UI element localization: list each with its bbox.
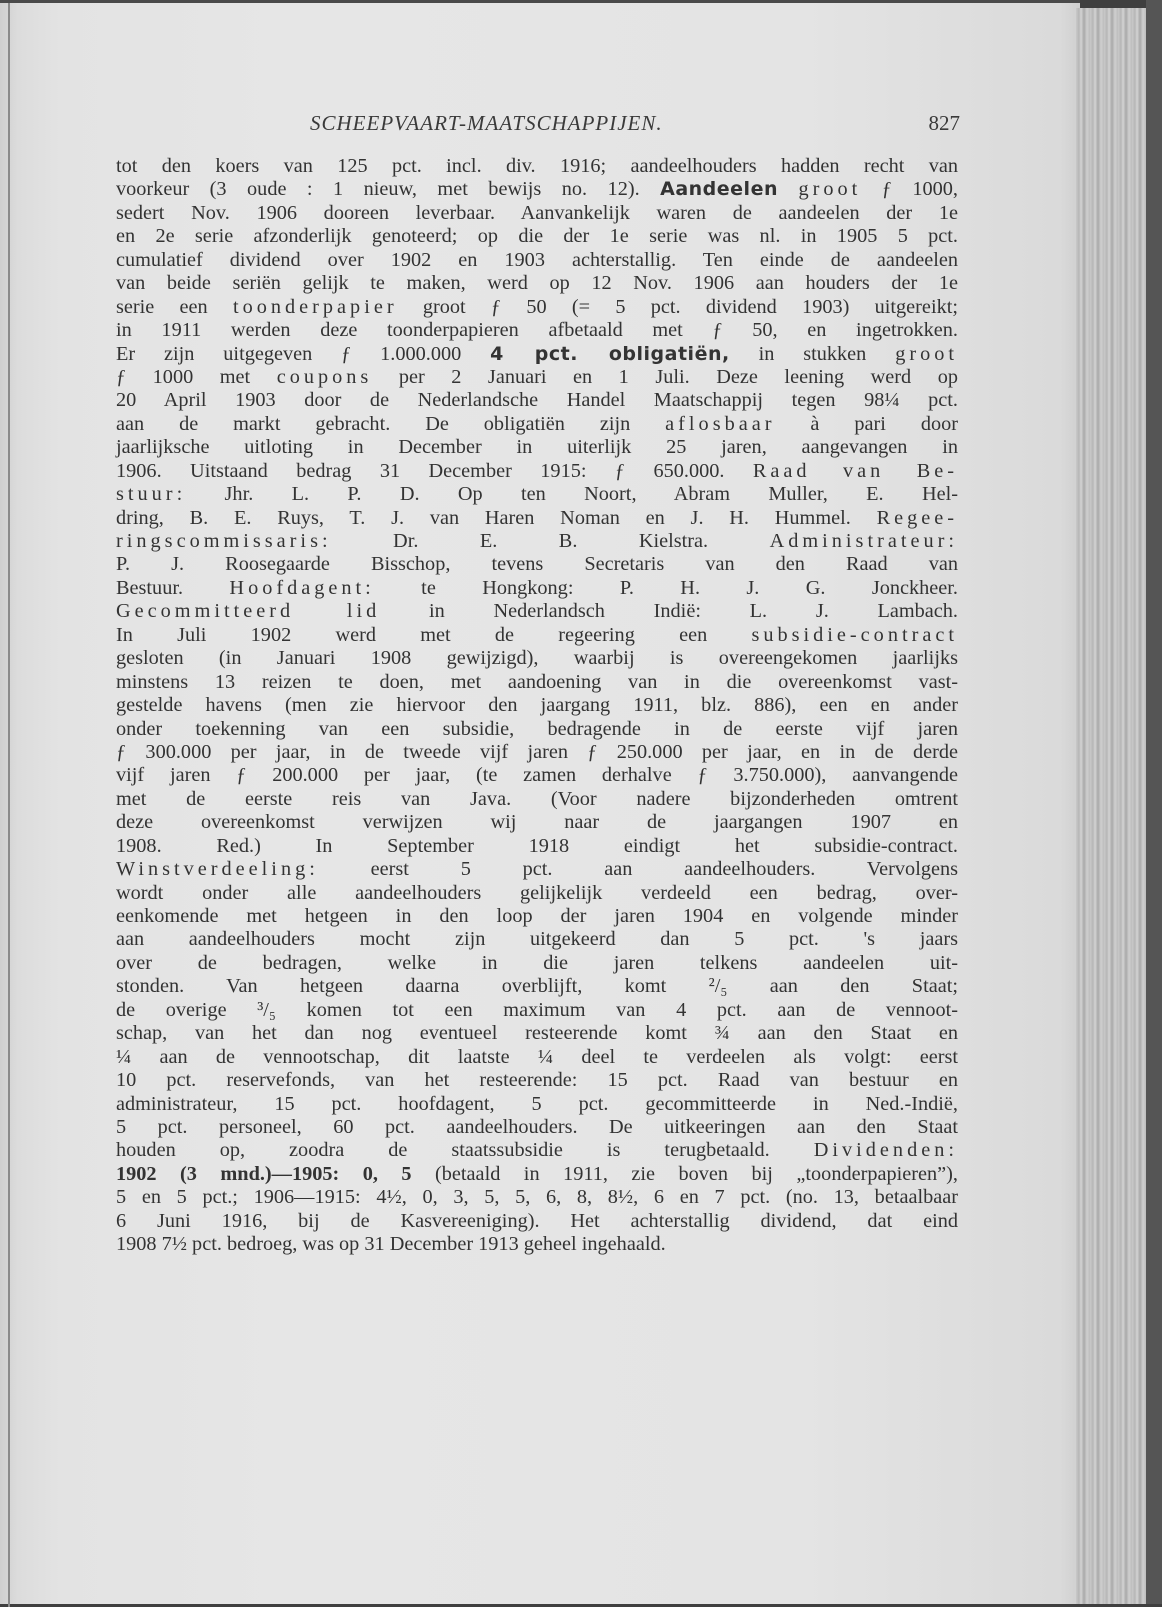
text-emphasis: groot	[895, 342, 958, 365]
text-line	[116, 882, 958, 905]
text-emphasis: Raad van Be-	[752, 459, 959, 482]
text-emphasis: aflosbaar	[665, 412, 776, 435]
text-line	[116, 647, 958, 670]
page-header	[115, 111, 960, 141]
body-text	[116, 155, 958, 1257]
text-line	[116, 975, 958, 998]
text-line	[116, 1163, 958, 1186]
text-line	[116, 788, 958, 811]
text-line	[116, 507, 958, 530]
text-run: 5 en 5 pct.; 1906—1915: 4½, 0, 3, 5, 5, 6, 8, 8½, 6 en 7 pct. (no. 13, betaalbaar	[116, 1186, 958, 1209]
text-run: 6 Juni 1916, bij de Kasvereeniging). Het achterstallig dividend, dat eind	[116, 1209, 958, 1232]
text-line	[116, 741, 958, 764]
text-line	[116, 600, 958, 623]
text-emphasis: groot	[798, 178, 862, 201]
text-run: ƒ 1000,	[861, 178, 958, 201]
text-line	[116, 1116, 958, 1139]
text-emphasis: Dividenden:	[813, 1139, 958, 1162]
text-run: à pari door	[775, 412, 959, 435]
text-line	[116, 272, 958, 295]
text-line	[116, 202, 958, 225]
page-number: 827	[928, 111, 960, 135]
text-run: cumulatief dividend over 1902 en 1903 achterstallig. Ten einde de aandeelen	[116, 248, 958, 271]
text-line	[116, 1046, 958, 1069]
text-line	[116, 343, 958, 366]
text-line	[116, 1069, 958, 1092]
text-run: eerst 5 pct. aan aandeelhouders. Vervolgens	[318, 858, 958, 881]
text-line	[116, 389, 958, 412]
text-line	[116, 1186, 958, 1209]
text-line	[116, 178, 958, 201]
text-run: Er zijn uitgegeven ƒ 1.000.000	[116, 342, 491, 365]
text-emphasis: 1902 (3 mnd.)—1905: 0, 5	[116, 1162, 412, 1185]
text-run: ¼ aan de vennootschap, dit laatste ¼ deel te verdeelen als volgt: eerst	[116, 1045, 958, 1068]
text-emphasis: toonderpapier	[232, 295, 398, 318]
text-run: dring, B. E. Ruys, T. J. van Haren Noman en J. H. Hummel.	[116, 506, 877, 529]
text-run: schap, van het dan nog eventueel resteerende komt ¾ aan den Staat en	[116, 1022, 958, 1045]
text-line	[116, 1233, 958, 1256]
text-run	[778, 178, 798, 200]
text-line	[116, 436, 958, 459]
text-run: per 2 Januari en 1 Juli. Deze leening werd op	[372, 365, 959, 388]
text-line	[116, 296, 958, 319]
text-emphasis: stuur:	[116, 483, 187, 506]
text-emphasis: coupons	[276, 365, 373, 388]
text-run: 20 April 1903 door de Nederlandsche Handel Maatschappij tegen 98¼ pct.	[116, 389, 958, 412]
text-run: voorkeur (3 oude : 1 nieuw, met bewijs no. 12).	[116, 178, 661, 201]
text-line	[116, 366, 958, 389]
text-line	[116, 1139, 958, 1162]
text-line	[116, 858, 958, 881]
text-emphasis: subsidie-contract	[751, 623, 958, 646]
text-run: in stukken	[729, 342, 896, 365]
text-run: 5 pct. personeel, 60 pct. aandeelhouders. De uitkeeringen aan den Staat	[116, 1115, 958, 1138]
text-line	[116, 1093, 958, 1116]
text-line	[116, 835, 958, 858]
text-run: Bestuur.	[116, 576, 230, 599]
text-line	[116, 413, 958, 436]
text-line	[116, 460, 958, 483]
text-emphasis: 4 pct. obligatiën,	[490, 342, 730, 365]
text-run: vijf jaren ƒ 200.000 per jaar, (te zamen derhalve ƒ 3.750.000), aanvangende	[116, 764, 958, 787]
text-line	[116, 764, 958, 787]
text-run: de overige ³/₅ komen tot een maximum van 4 pct. aan de vennoot-	[116, 998, 958, 1021]
text-line	[116, 577, 958, 600]
text-run: 1908. Red.) In September 1918 eindigt het subsidie-contract.	[116, 834, 958, 857]
text-run: van beide seriën gelijk te maken, werd op 12 Nov. 1906 aan houders der 1e	[116, 272, 958, 295]
text-run: jaarlijksche uitloting in December in uiterlijk 25 jaren, aangevangen in	[116, 436, 958, 459]
text-run: Jhr. L. P. D. Op ten Noort, Abram Muller, E. Hel-	[186, 483, 958, 506]
text-run: tot den koers van 125 pct. incl. div. 1916; aandeelhouders hadden recht van	[116, 155, 958, 177]
page-gutter-line	[8, 3, 10, 1607]
text-run: deze overeenkomst verwijzen wij naar de jaargangen 1907 en	[116, 811, 958, 834]
text-line	[116, 483, 958, 506]
text-line	[116, 811, 958, 834]
text-run: aan aandeelhouders mocht zijn uitgekeerd dan 5 pct. 's jaars	[116, 928, 958, 951]
text-run: 1906. Uitstaand bedrag 31 December 1915: ƒ 650.000.	[116, 459, 753, 482]
text-line	[116, 530, 958, 553]
text-run: over de bedragen, welke in die jaren telkens aandeelen uit-	[116, 951, 958, 974]
text-run: ƒ 1000 met	[116, 365, 277, 388]
text-run: gesloten (in Januari 1908 gewijzigd), waarbij is overeengekomen jaarlijks	[116, 647, 958, 670]
text-run: stonden. Van hetgeen daarna overblijft, komt ²/₅ aan den Staat;	[116, 975, 958, 998]
text-line	[116, 999, 958, 1022]
text-line	[116, 249, 958, 272]
text-line	[116, 624, 958, 647]
text-run: met de eerste reis van Java. (Voor nadere bijzonderheden omtrent	[116, 787, 958, 810]
text-line	[116, 1210, 958, 1233]
text-line	[116, 928, 958, 951]
text-run: gestelde havens (men zie hiervoor den jaargang 1911, blz. 886), een en ander	[116, 694, 958, 717]
text-run: minstens 13 reizen te doen, met aandoening van in die overeenkomst vast-	[116, 670, 958, 693]
text-run: wordt onder alle aandeelhouders gelijkelijk verdeeld een bedrag, over-	[116, 881, 958, 904]
text-line	[116, 694, 958, 717]
running-title: SCHEEPVAART-MAATSCHAPPIJEN.	[310, 111, 663, 135]
text-run: in 1911 werden deze toonderpapieren afbetaald met ƒ 50, en ingetrokken.	[116, 319, 958, 342]
text-run: eenkomende met hetgeen in den loop der jaren 1904 en volgende minder	[116, 905, 958, 927]
text-run: ƒ 300.000 per jaar, in de tweede vijf jaren ƒ 250.000 per jaar, en in de derde	[116, 740, 958, 763]
book-binding-shadow	[1146, 0, 1162, 1604]
text-emphasis: Hoofdagent:	[229, 576, 375, 599]
text-emphasis: Regee-	[876, 506, 958, 529]
text-run: groot ƒ 50 (= 5 pct. dividend 1903) uitgereikt;	[397, 295, 958, 318]
text-run: serie een	[116, 295, 233, 318]
text-line	[116, 952, 958, 975]
text-run: te Hongkong: P. H. J. G. Jonckheer.	[374, 576, 958, 599]
text-line	[116, 1022, 958, 1045]
text-run: Dr. E. B. Kielstra.	[331, 530, 770, 552]
text-line	[116, 671, 958, 694]
text-emphasis: Winstverdeeling:	[116, 858, 319, 881]
text-emphasis: Aandeelen	[660, 178, 778, 201]
text-line	[116, 905, 958, 928]
text-run: in Nederlandsch Indië: L. J. Lambach.	[380, 600, 958, 623]
text-run: 1908 7½ pct. bedroeg, was op 31 December 1913 geheel ingehaald.	[116, 1233, 666, 1256]
text-run: administrateur, 15 pct. hoofdagent, 5 pct. gecommitteerde in Ned.-Indië,	[116, 1092, 958, 1115]
text-run: aan de markt gebracht. De obligatiën zijn	[116, 412, 666, 435]
text-run: sedert Nov. 1906 dooreen leverbaar. Aanvankelijk waren de aandeelen der 1e	[116, 201, 958, 224]
text-run: P. J. Roosegaarde Bisschop, tevens Secretaris van den Raad van	[116, 553, 958, 576]
text-run: 10 pct. reservefonds, van het resteerende: 15 pct. Raad van bestuur en	[116, 1069, 958, 1092]
text-line	[116, 155, 958, 178]
text-emphasis: Administrateur:	[769, 530, 958, 552]
text-run: In Juli 1902 werd met de regeering een	[116, 623, 752, 646]
text-line	[116, 553, 958, 576]
text-line	[116, 225, 958, 248]
text-line	[116, 319, 958, 342]
text-run: (betaald in 1911, zie boven bij „toonderpapieren”),	[411, 1162, 959, 1185]
text-line	[116, 718, 958, 741]
text-run: en 2e serie afzonderlijk genoteerd; op die der 1e serie was nl. in 1905 5 pct.	[116, 225, 958, 248]
text-emphasis: Gecommitteerd lid	[116, 600, 381, 623]
text-run: onder toekenning van een subsidie, bedragende in de eerste vijf jaren	[116, 717, 958, 740]
text-run: houden op, zoodra de staatssubsidie is terugbetaald.	[116, 1139, 814, 1162]
text-emphasis: ringscommissaris:	[116, 530, 332, 552]
